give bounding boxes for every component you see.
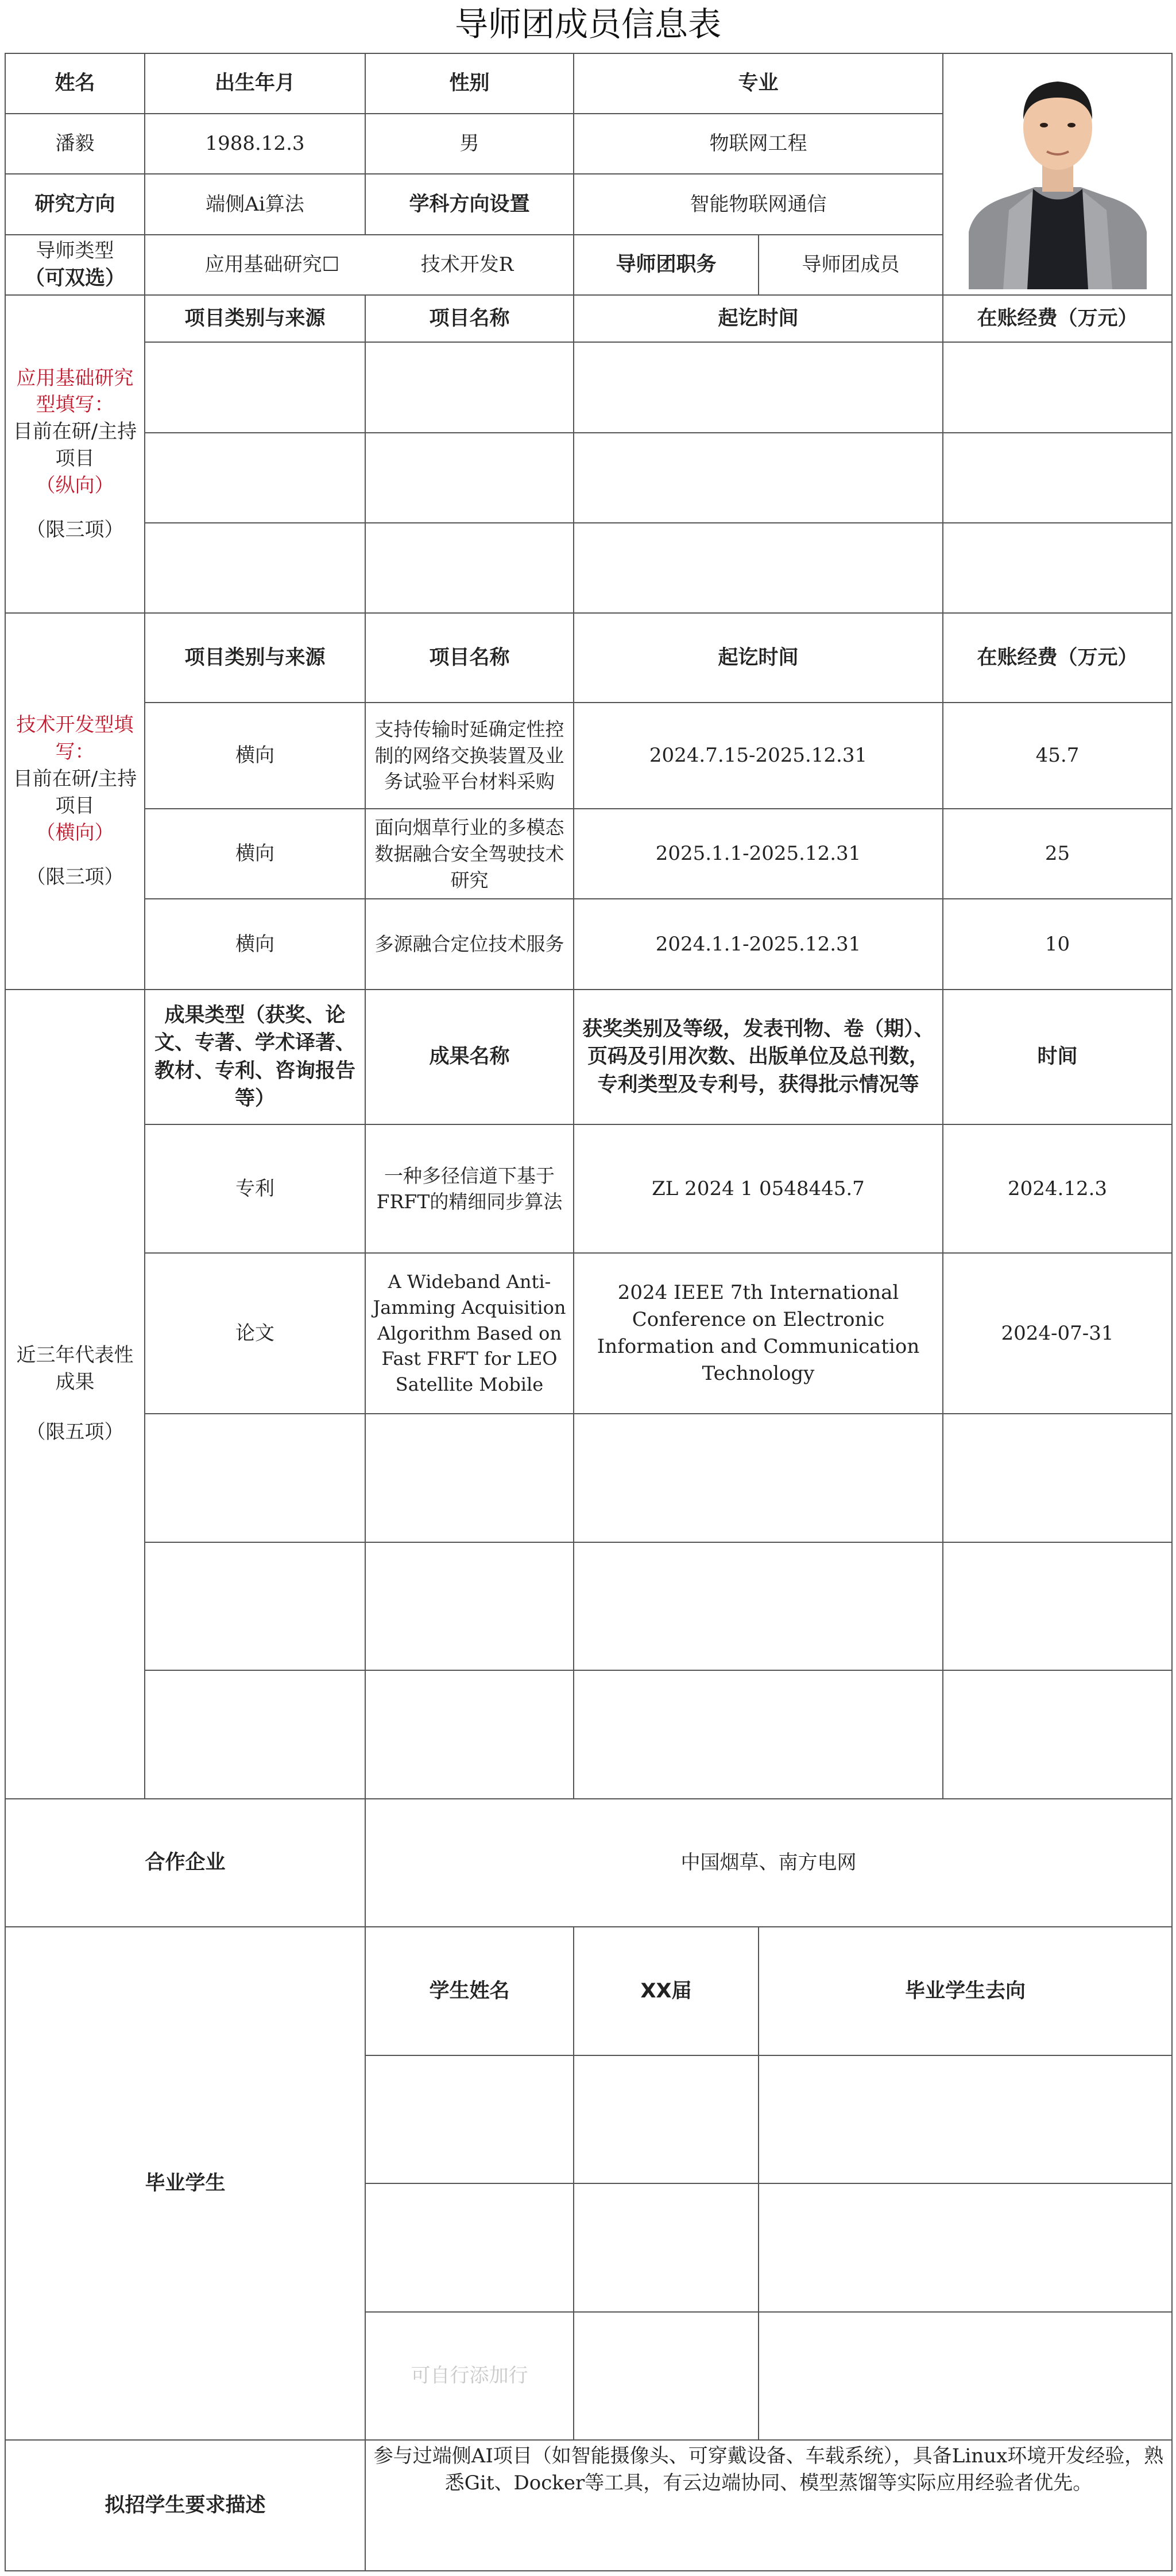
table-row bbox=[5, 1414, 1172, 1542]
table-row bbox=[5, 433, 1172, 523]
h-row-name: 支持传输时延确定性控制的网络交换装置及业务试验平台材料采购 bbox=[365, 703, 574, 809]
h-row-category: 横向 bbox=[145, 809, 365, 899]
h-header-name: 项目名称 bbox=[365, 613, 574, 702]
vertical-projects-side: 应用基础研究型填写： 目前在研/主持项目 （纵向） （限三项） bbox=[5, 295, 145, 613]
h-row-period: 2024.7.15-2025.12.31 bbox=[574, 703, 943, 809]
table-row bbox=[5, 703, 1172, 809]
major-value: 物联网工程 bbox=[574, 114, 943, 174]
add-row-hint: 可自行添加行 bbox=[365, 2312, 574, 2440]
research-label: 研究方向 bbox=[5, 174, 145, 234]
h-row-category: 横向 bbox=[145, 899, 365, 989]
table-row bbox=[5, 1124, 1172, 1252]
h-row-period: 2024.1.1-2025.12.31 bbox=[574, 899, 943, 989]
role-value: 导师团成员 bbox=[759, 235, 943, 295]
a-row-name: A Wideband Anti-Jamming Acquisition Algorithm Based on Fast FRFT for LEO Satellite Mobile bbox=[365, 1253, 574, 1414]
a-row-time: 2024-07-31 bbox=[943, 1253, 1172, 1414]
cooperation-label: 合作企业 bbox=[5, 1799, 365, 1927]
type-tech-checkbox[interactable]: 技术开发R bbox=[420, 253, 514, 276]
requirements-label: 拟招学生要求描述 bbox=[5, 2440, 365, 2571]
a-row-type: 专利 bbox=[145, 1124, 365, 1252]
h-row-fund: 25 bbox=[943, 809, 1172, 899]
h-row-fund: 10 bbox=[943, 899, 1172, 989]
v-header-fund: 在账经费（万元） bbox=[943, 295, 1172, 342]
v-header-name: 项目名称 bbox=[365, 295, 574, 342]
h-row-fund: 45.7 bbox=[943, 703, 1172, 809]
table-row bbox=[5, 1542, 1172, 1670]
achievements-side: 近三年代表性成果 （限五项） bbox=[5, 990, 145, 1799]
v-header-category: 项目类别与来源 bbox=[145, 295, 365, 342]
g-header-student: 学生姓名 bbox=[365, 1927, 574, 2055]
photo-cell bbox=[943, 53, 1172, 295]
cooperation-value: 中国烟草、南方电网 bbox=[365, 1799, 1172, 1927]
portrait-photo-icon bbox=[969, 60, 1147, 289]
requirements-text: 参与过端侧AI项目（如智能摄像头、可穿戴设备、车载系统），具备Linux环境开发经验，熟悉Git、Docker等工具，有云边端协同、模型蒸馏等实际应用经验者优先。 bbox=[365, 2440, 1172, 2571]
h-header-period: 起讫时间 bbox=[574, 613, 943, 702]
h-row-category: 横向 bbox=[145, 703, 365, 809]
a-header-time: 时间 bbox=[943, 990, 1172, 1125]
mentor-type-label: 导师类型 （可双选） bbox=[5, 235, 145, 295]
table-row bbox=[5, 342, 1172, 432]
h-header-fund: 在账经费（万元） bbox=[943, 613, 1172, 702]
gender-value: 男 bbox=[365, 114, 574, 174]
h-row-period: 2025.1.1-2025.12.31 bbox=[574, 809, 943, 899]
a-header-type: 成果类型（获奖、论文、专著、学术译著、教材、专利、咨询报告等） bbox=[145, 990, 365, 1125]
a-row-detail: 2024 IEEE 7th International Conference on Electronic Information and Communication Technology bbox=[574, 1253, 943, 1414]
v-header-period: 起讫时间 bbox=[574, 295, 943, 342]
g-header-destination: 毕业学生去向 bbox=[759, 1927, 1172, 2055]
h-row-name: 面向烟草行业的多模态数据融合安全驾驶技术研究 bbox=[365, 809, 574, 899]
table-row bbox=[5, 523, 1172, 613]
a-row-name: 一种多径信道下基于FRFT的精细同步算法 bbox=[365, 1124, 574, 1252]
research-value: 端侧Ai算法 bbox=[145, 174, 365, 234]
h-row-name: 多源融合定位技术服务 bbox=[365, 899, 574, 989]
a-header-name: 成果名称 bbox=[365, 990, 574, 1125]
gender-label: 性别 bbox=[365, 53, 574, 114]
horizontal-projects-side: 技术开发型填写： 目前在研/主持项目 （横向） （限三项） bbox=[5, 613, 145, 989]
info-table bbox=[5, 53, 1173, 2571]
table-row bbox=[5, 1253, 1172, 1414]
graduates-label: 毕业学生 bbox=[5, 1927, 365, 2440]
birth-label: 出生年月 bbox=[145, 53, 365, 114]
a-row-type: 论文 bbox=[145, 1253, 365, 1414]
major-label: 专业 bbox=[574, 53, 943, 114]
a-row-time: 2024.12.3 bbox=[943, 1124, 1172, 1252]
role-label: 导师团职务 bbox=[574, 235, 759, 295]
mentor-type-options bbox=[145, 235, 574, 295]
g-header-class: XX届 bbox=[574, 1927, 759, 2055]
a-header-detail: 获奖类别及等级，发表刊物、卷（期）、页码及引用次数、出版单位及总刊数，专利类型及专利号，获得批示情况等 bbox=[574, 990, 943, 1125]
name-value: 潘毅 bbox=[5, 114, 145, 174]
table-row bbox=[5, 809, 1172, 899]
type-basic-checkbox[interactable]: 应用基础研究☐ bbox=[204, 253, 340, 276]
h-header-category: 项目类别与来源 bbox=[145, 613, 365, 702]
table-row bbox=[5, 899, 1172, 989]
name-label: 姓名 bbox=[5, 53, 145, 114]
table-row bbox=[5, 1670, 1172, 1798]
discipline-label: 学科方向设置 bbox=[365, 174, 574, 234]
a-row-detail: ZL 2024 1 0548445.7 bbox=[574, 1124, 943, 1252]
page-title: 导师团成员信息表 bbox=[454, 5, 721, 44]
discipline-value: 智能物联网通信 bbox=[574, 174, 943, 234]
birth-value: 1988.12.3 bbox=[145, 114, 365, 174]
